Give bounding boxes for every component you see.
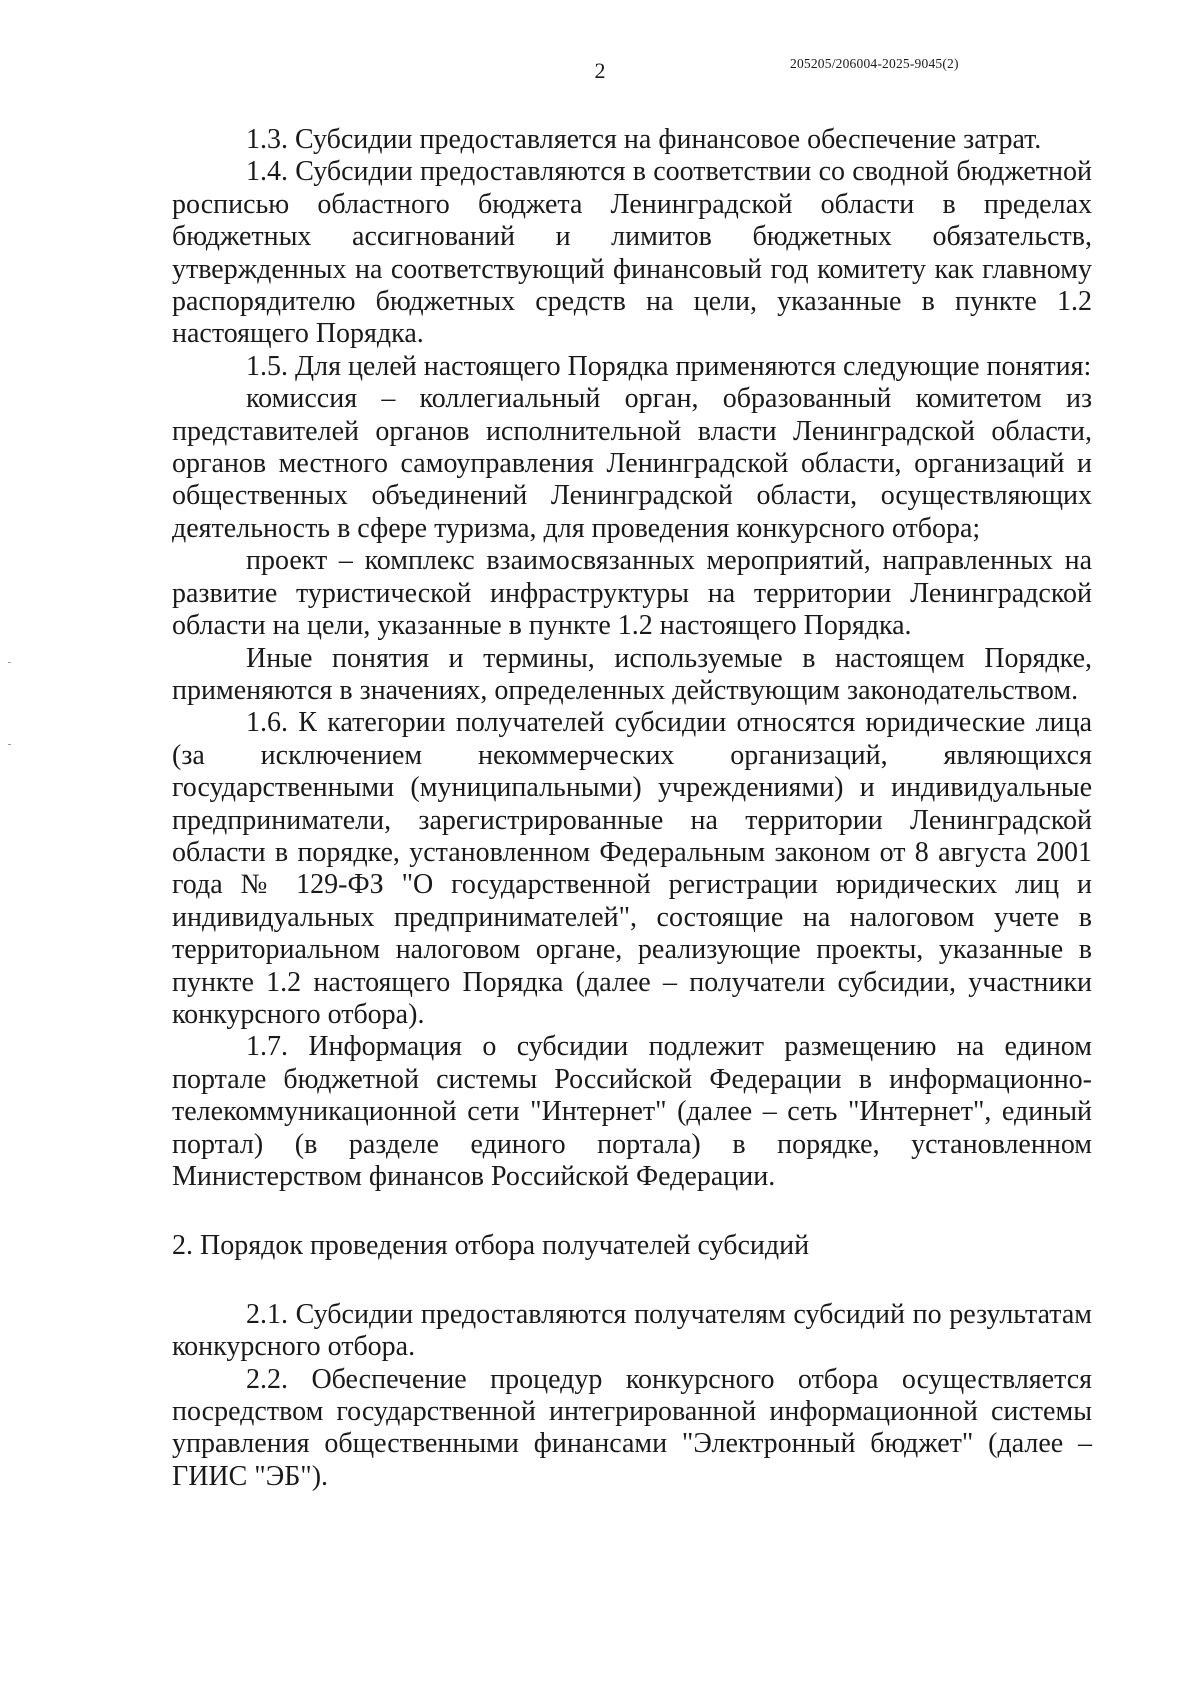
- margin-mark: [8, 662, 11, 663]
- paragraph-1-6: 1.6. К категории получателей субсидии относятся юридические лица (за исключением некоммерческих организаций, являющихся государственными (муниципальными) учреждениями) и индивидуальные предприниматели, зарегистрированные на территории Ленинградской области в порядке, установленном Федеральным законом от 8 августа 2001 года № 129-ФЗ "О государственной регистрации юридических лиц и индивидуальных предпринимателей", состоящие на налоговом учете в территориальном налоговом органе, реализующие проекты, указанные в пункте 1.2 настоящего Порядка (далее – получатели субсидии, участники конкурсного отбора).: [172, 707, 1092, 1030]
- page-number: 2: [594, 58, 606, 83]
- definition-project: проект – комплекс взаимосвязанных мероприятий, направленных на развитие туристической инфраструктуры на территории Ленинградской области на цели, указанные в пункте 1.2 настоящего Порядка.: [172, 545, 1092, 642]
- paragraph-1-5: 1.5. Для целей настоящего Порядка применяются следующие понятия:: [246, 350, 1092, 382]
- document-body: [172, 124, 1092, 1493]
- paragraph-other-terms: Иные понятия и термины, используемые в настоящем Порядке, применяются в значениях, определенных действующим законодательством.: [172, 642, 1092, 706]
- document-id: 205205/206004-2025-9045(2): [790, 56, 959, 71]
- margin-mark: [8, 744, 11, 745]
- paragraph-2-1: 2.1. Субсидии предоставляются получателям субсидий по результатам конкурсного отбора.: [172, 1298, 1092, 1363]
- definition-commission: комиссия – коллегиальный орган, образованный комитетом из представителей органов исполнительной власти Ленинградской области, органов местного самоуправления Ленинградской области, организаций и общественных объединений Ленинградской области, осуществляющих деятельность в сфере туризма, для проведения конкурсного отбора;: [172, 383, 1092, 544]
- section-heading: 2. Порядок проведения отбора получателей субсидий: [172, 1230, 810, 1262]
- paragraph-1-7: 1.7. Информация о субсидии подлежит размещению на едином портале бюджетной системы Российской Федерации в информационно-телекоммуникационной сети "Интернет" (далее – сеть "Интернет", единый портал) (в разделе единого портала) в порядке, установленном Министерством финансов Российской Федерации.: [172, 1031, 1092, 1192]
- paragraph-2-2: 2.2. Обеспечение процедур конкурсного отбора осуществляется посредством государственной интегрированной информационной системы управления общественными финансами "Электронный бюджет" (далее – ГИИС "ЭБ").: [172, 1363, 1092, 1492]
- paragraph-1-4: 1.4. Субсидии предоставляются в соответствии со сводной бюджетной росписью областного бюджета Ленинградской области в пределах бюджетных ассигнований и лимитов бюджетных обязательств, утвержденных на соответствующий финансовый год комитету как главному распорядителю бюджетных средств на цели, указанные в пункте 1.2 настоящего Порядка.: [172, 156, 1092, 350]
- paragraph-1-3: 1.3. Субсидии предоставляется на финансовое обеспечение затрат.: [246, 124, 1042, 155]
